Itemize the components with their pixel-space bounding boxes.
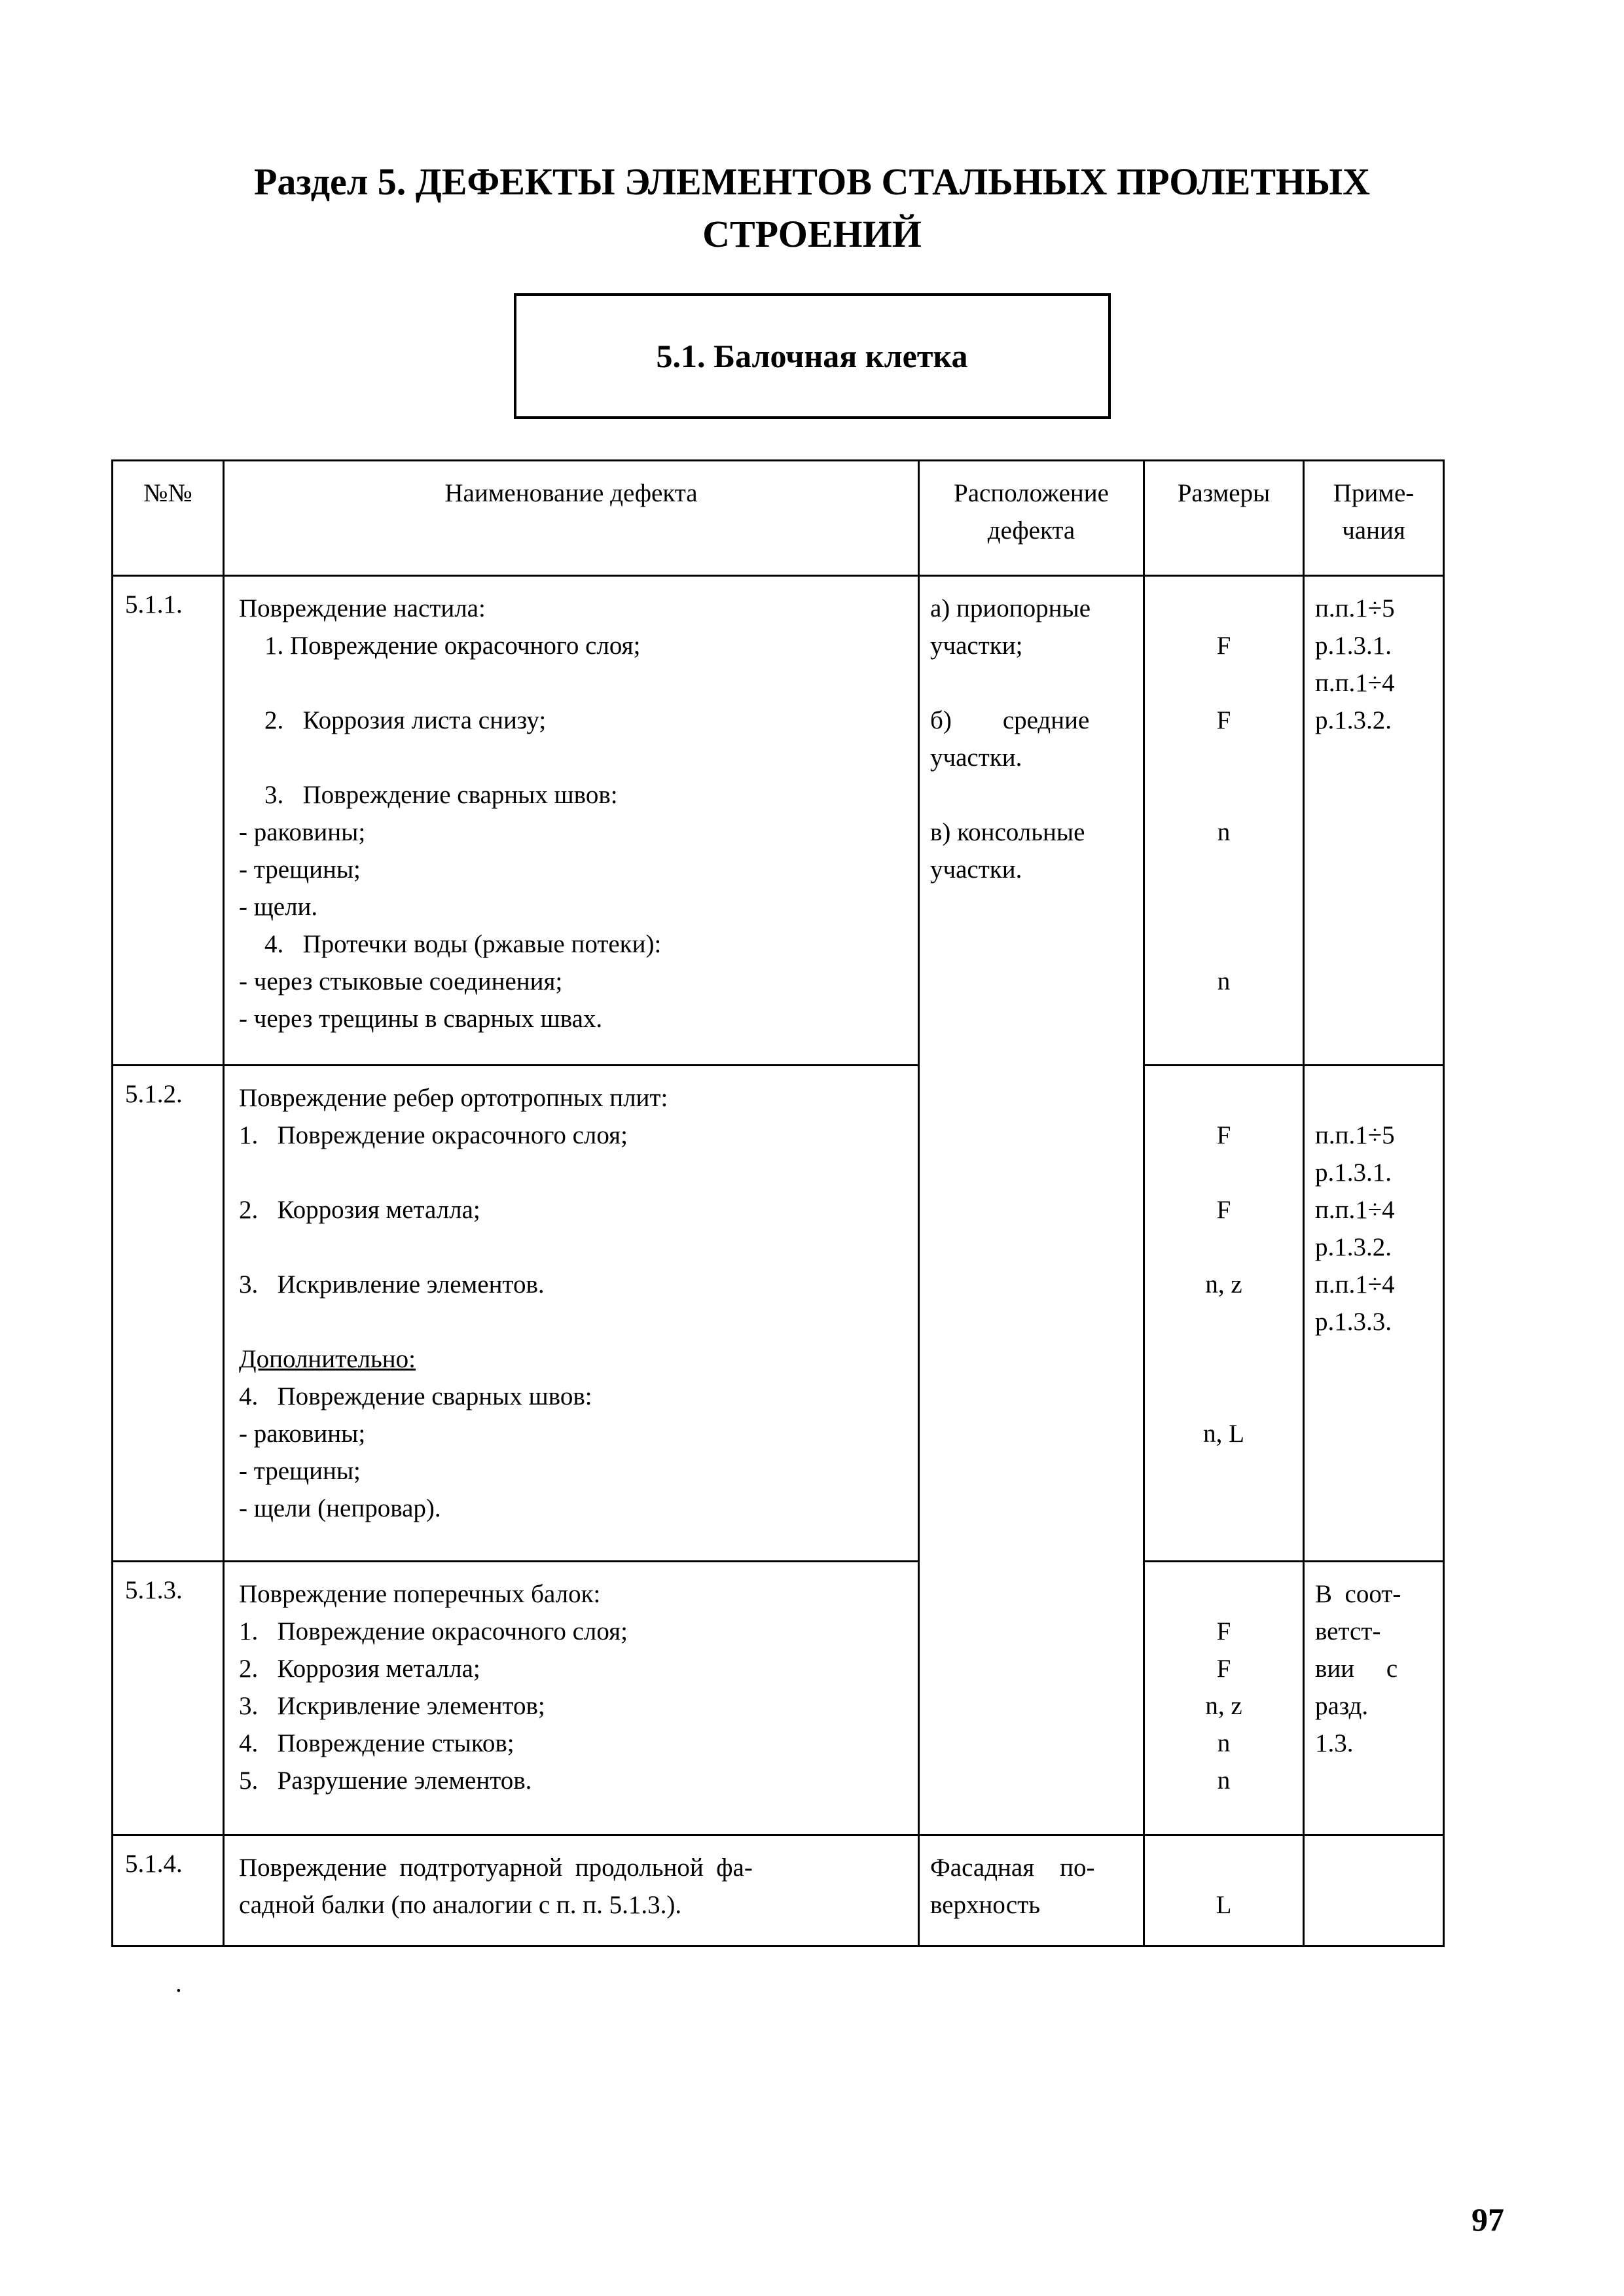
text-line: [1154, 1340, 1293, 1378]
text-line: - трещины;: [239, 855, 361, 884]
text-line: [1154, 925, 1293, 963]
page-title-line: СТРОЕНИЙ: [702, 213, 922, 255]
table-row: [113, 576, 1444, 1066]
text-line: 4. Повреждение сварных швов:: [239, 1382, 592, 1410]
cell-name: [224, 576, 919, 1066]
text-line: п.п.1÷4: [1315, 669, 1395, 697]
text-line: дефекта: [987, 516, 1075, 545]
text-line: [1154, 1849, 1293, 1886]
text-line: п.п.1÷5: [1315, 594, 1395, 622]
text-line: Приме-: [1333, 479, 1415, 507]
text-line: Расположение: [954, 479, 1109, 507]
text-line: F: [1216, 1196, 1231, 1224]
section-title: 5.1. Балочная клетка: [656, 338, 968, 374]
stray-mark: .: [175, 1969, 182, 1998]
header-location: [919, 461, 1144, 576]
text-line: n, L: [1203, 1420, 1244, 1448]
text-line: р.1.3.2.: [1315, 1233, 1392, 1261]
section-title-box: [514, 293, 1111, 419]
text-line: участки.: [930, 855, 1022, 884]
text-line: [930, 776, 1134, 814]
text-line: F: [1216, 632, 1231, 660]
text-line: 3. Повреждение сварных швов:: [239, 781, 618, 809]
text-line: n: [1217, 1729, 1231, 1757]
text-line: - через трещины в сварных швах.: [239, 1005, 603, 1033]
page-number: 97: [1471, 2201, 1504, 2238]
text-line: n: [1217, 818, 1231, 846]
text-line: L: [1216, 1891, 1232, 1919]
cell-size: [1144, 1562, 1304, 1835]
text-line: n, z: [1205, 1692, 1242, 1720]
text-line: [930, 664, 1134, 702]
text-line: чания: [1342, 516, 1405, 545]
text-line: 2. Коррозия металла;: [239, 1655, 480, 1683]
text-line: 3. Искривление элементов.: [239, 1270, 545, 1299]
text-line: Повреждение поперечных балок:: [239, 1580, 601, 1608]
text-line: п.п.1÷5: [1315, 1121, 1395, 1149]
cell-num: 5.1.2.: [113, 1066, 224, 1562]
text-line: участки.: [930, 744, 1022, 772]
text-line: Повреждение ребер ортотропных плит:: [239, 1084, 668, 1112]
text-line: Повреждение настила:: [239, 594, 486, 622]
text-line: - раковины;: [239, 818, 366, 846]
cell-size: [1144, 1835, 1304, 1946]
text-line: F: [1216, 1617, 1231, 1645]
table-header-row: [113, 461, 1444, 576]
text-line: F: [1216, 1121, 1231, 1149]
text-line: 4. Повреждение стыков;: [239, 1729, 514, 1757]
header-note: [1304, 461, 1444, 576]
text-line: р.1.3.1.: [1315, 1158, 1392, 1187]
text-line: 1. Повреждение окрасочного слоя;: [239, 632, 641, 660]
text-line: - щели.: [239, 893, 318, 921]
text-line: [1154, 776, 1293, 814]
text-line: 1. Повреждение окрасочного слоя;: [239, 1617, 628, 1645]
table-row: [113, 1066, 1444, 1562]
text-line: вии с: [1315, 1655, 1398, 1683]
text-line: В соот-: [1315, 1580, 1401, 1608]
text-line: [1154, 1378, 1293, 1415]
table-row: [113, 1835, 1444, 1946]
text-line: Дополнительно:: [239, 1345, 416, 1373]
text-line: n: [1217, 967, 1231, 996]
page-title: [0, 0, 1624, 260]
text-line: Повреждение подтротуарной продольной фа-: [239, 1854, 753, 1882]
text-line: [1154, 664, 1293, 702]
header-num: №№: [113, 461, 224, 576]
text-line: участки;: [930, 632, 1023, 660]
text-line: - через стыковые соединения;: [239, 967, 563, 996]
text-line: р.1.3.3.: [1315, 1308, 1392, 1336]
text-line: [1154, 1303, 1293, 1340]
text-line: верхность: [930, 1891, 1040, 1919]
text-line: n: [1217, 1767, 1231, 1795]
text-line: [239, 664, 909, 702]
cell-size: [1144, 1066, 1304, 1562]
text-line: р.1.3.1.: [1315, 632, 1392, 660]
text-line: [1154, 851, 1293, 888]
text-line: - щели (непровар).: [239, 1494, 441, 1522]
cell-num: 5.1.4.: [113, 1835, 224, 1946]
text-line: [1154, 888, 1293, 925]
text-line: F: [1216, 706, 1231, 734]
cell-note: [1304, 1562, 1444, 1835]
text-line: разд.: [1315, 1692, 1369, 1720]
cell-name: [224, 1835, 919, 1946]
cell-note: [1304, 1066, 1444, 1562]
text-line: ветст-: [1315, 1617, 1381, 1645]
header-name: Наименование дефекта: [224, 461, 919, 576]
defects-table: [111, 459, 1445, 1947]
text-line: Фасадная по-: [930, 1854, 1095, 1882]
cell-location: [919, 1835, 1144, 1946]
text-line: садной балки (по аналогии с п. п. 5.1.3.).: [239, 1891, 682, 1919]
text-line: б) средние: [930, 706, 1090, 734]
cell-location: [919, 576, 1144, 1835]
cell-size: [1144, 576, 1304, 1066]
cell-num: 5.1.3.: [113, 1562, 224, 1835]
text-line: [239, 1303, 909, 1340]
table-row: [113, 1562, 1444, 1835]
cell-note: [1304, 1835, 1444, 1946]
text-line: n, z: [1205, 1270, 1242, 1299]
text-line: р.1.3.2.: [1315, 706, 1392, 734]
cell-note: [1304, 576, 1444, 1066]
text-line: п.п.1÷4: [1315, 1270, 1395, 1299]
header-size: Размеры: [1144, 461, 1304, 576]
text-line: 1. Повреждение окрасочного слоя;: [239, 1121, 628, 1149]
text-line: 1.3.: [1315, 1729, 1354, 1757]
text-line: 5. Разрушение элементов.: [239, 1767, 532, 1795]
cell-name: [224, 1066, 919, 1562]
text-line: [239, 739, 909, 776]
text-line: в) консольные: [930, 818, 1085, 846]
text-line: [1154, 1154, 1293, 1191]
text-line: а) приопорные: [930, 594, 1091, 622]
text-line: F: [1216, 1655, 1231, 1683]
text-line: [1154, 739, 1293, 776]
cell-name: [224, 1562, 919, 1835]
text-line: [1154, 590, 1293, 627]
text-line: 4. Протечки воды (ржавые потеки):: [239, 930, 662, 958]
text-line: - трещины;: [239, 1457, 361, 1485]
page-title-line: Раздел 5. ДЕФЕКТЫ ЭЛЕМЕНТОВ СТАЛЬНЫХ ПРОЛЕТНЫХ: [254, 160, 1370, 203]
text-line: [1154, 1575, 1293, 1613]
text-line: [1315, 1079, 1434, 1117]
text-line: [239, 1229, 909, 1266]
text-line: - раковины;: [239, 1420, 366, 1448]
cell-num: 5.1.1.: [113, 576, 224, 1066]
text-line: 3. Искривление элементов;: [239, 1692, 545, 1720]
text-line: [239, 1154, 909, 1191]
text-line: [1154, 1079, 1293, 1117]
text-line: 2. Коррозия листа снизу;: [239, 706, 547, 734]
text-line: п.п.1÷4: [1315, 1196, 1395, 1224]
text-line: [1154, 1229, 1293, 1266]
text-line: 2. Коррозия металла;: [239, 1196, 480, 1224]
